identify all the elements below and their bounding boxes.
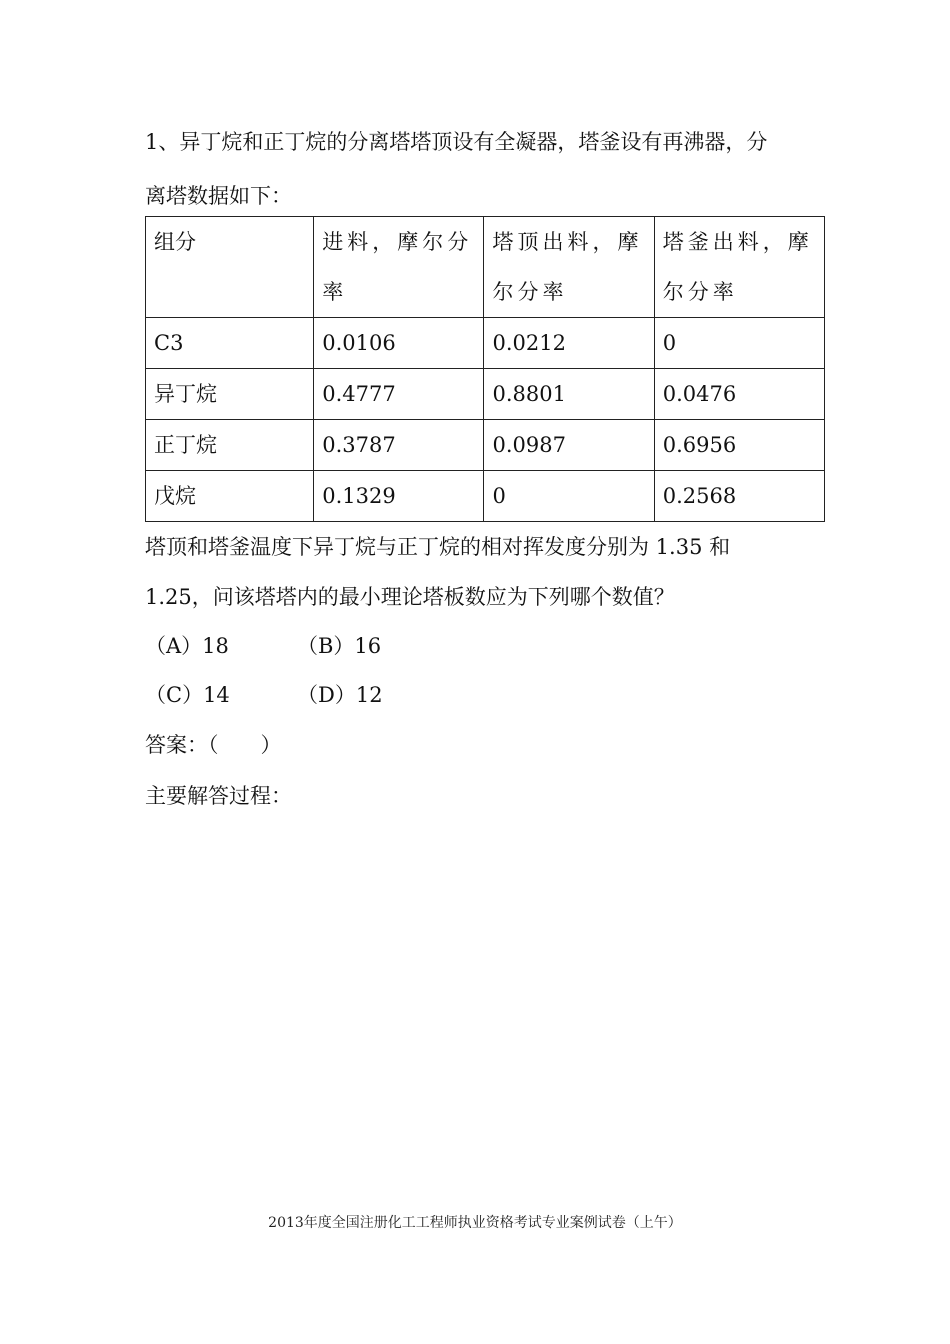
cell-top: 0.0987: [484, 420, 654, 471]
cell-component: 异丁烷: [146, 369, 314, 420]
cell-top: 0: [484, 471, 654, 522]
table-row: [146, 420, 825, 471]
relative-volatility-text-line1: 塔顶和塔釜温度下异丁烷与正丁烷的相对挥发度分别为 1.35 和: [145, 535, 731, 559]
option-c: （C）14: [145, 683, 230, 707]
cell-bottom: 0.2568: [654, 471, 824, 522]
cell-feed: 0.3787: [314, 420, 484, 471]
header-top-product-mole-fraction: 塔顶出料，摩尔分率: [484, 217, 654, 318]
relative-volatility-text-line2: 1.25，问该塔塔内的最小理论塔板数应为下列哪个数值？: [145, 585, 675, 609]
cell-top: 0.8801: [484, 369, 654, 420]
header-component: 组分: [146, 217, 314, 318]
cell-bottom: 0.6956: [654, 420, 824, 471]
cell-feed: 0.0106: [314, 318, 484, 369]
solution-process-label: 主要解答过程：: [145, 784, 292, 808]
separation-data-table: [145, 216, 825, 522]
cell-top: 0.0212: [484, 318, 654, 369]
header-bottom-product-mole-fraction: 塔釜出料，摩尔分率: [654, 217, 824, 318]
table-row: [146, 369, 825, 420]
table-row: [146, 318, 825, 369]
option-a: （A）18: [145, 634, 229, 658]
page-footer: 2013年度全国注册化工工程师执业资格考试专业案例试卷（上午）: [268, 1215, 682, 1231]
cell-feed: 0.4777: [314, 369, 484, 420]
option-d: （D）12: [297, 683, 383, 707]
table-row: [146, 471, 825, 522]
cell-feed: 0.1329: [314, 471, 484, 522]
cell-component: C3: [146, 318, 314, 369]
cell-bottom: 0.0476: [654, 369, 824, 420]
question-text-line2: 离塔数据如下：: [145, 184, 292, 208]
question-text-line1: 1、异丁烷和正丁烷的分离塔塔顶设有全凝器，塔釜设有再沸器，分: [145, 130, 768, 154]
cell-component: 戊烷: [146, 471, 314, 522]
header-feed-mole-fraction: 进料，摩尔分率: [314, 217, 484, 318]
table-header-row: [146, 217, 825, 318]
cell-bottom: 0: [654, 318, 824, 369]
cell-component: 正丁烷: [146, 420, 314, 471]
answer-label: 答案：（ ）: [145, 733, 282, 757]
option-b: （B）16: [297, 634, 382, 658]
